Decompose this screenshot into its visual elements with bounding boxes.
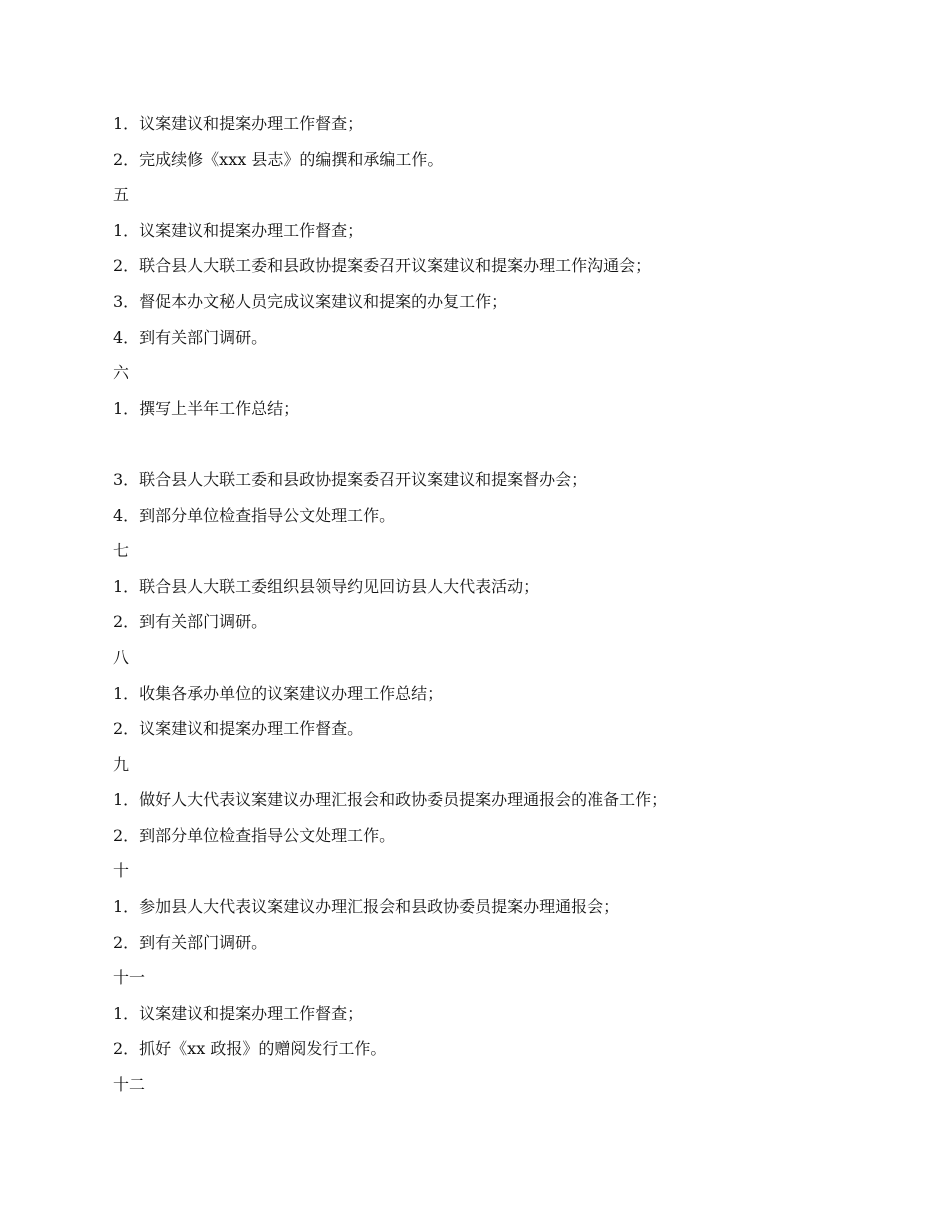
text-line: 2．到部分单位检查指导公文处理工作。 <box>113 825 396 845</box>
text-line: 3．联合县人大联工委和县政协提案委召开议案建议和提案督办会； <box>113 469 588 489</box>
text-line: 1．议案建议和提案办理工作督查； <box>113 114 364 133</box>
section-heading: 九 <box>113 754 130 774</box>
text-line: 1．议案建议和提案办理工作督查； <box>113 1003 364 1023</box>
blank-line <box>113 426 893 462</box>
section-heading: 十 <box>113 861 130 881</box>
text-line: 2．抓好《xx 政报》的赠阅发行工作。 <box>113 1039 387 1059</box>
section-heading: 六 <box>113 363 130 383</box>
text-line: 1．做好人大代表议案建议办理汇报会和政协委员提案办理通报会的准备工作； <box>113 790 668 810</box>
text-line: 3．督促本办文秘人员完成议案建议和提案的办复工作； <box>113 291 508 311</box>
text-line: 1．联合县人大联工委组织县领导约见回访县人大代表活动； <box>113 576 540 596</box>
text-line: 2．议案建议和提案办理工作督查。 <box>113 719 364 739</box>
section-heading: 五 <box>113 185 130 205</box>
text-line: 4．到有关部门调研。 <box>113 327 268 347</box>
text-line: 4．到部分单位检查指导公文处理工作。 <box>113 505 396 525</box>
text-line: 2．到有关部门调研。 <box>113 932 268 952</box>
document-body <box>113 106 893 1103</box>
text-line: 1．撰写上半年工作总结； <box>113 398 300 418</box>
section-heading: 七 <box>113 541 130 561</box>
section-heading: 八 <box>113 647 130 667</box>
text-line: 1．参加县人大代表议案建议办理汇报会和县政协委员提案办理通报会； <box>113 897 620 917</box>
text-line: 2．完成续修《xxx 县志》的编撰和承编工作。 <box>113 149 444 169</box>
text-line: 1．收集各承办单位的议案建议办理工作总结； <box>113 683 444 703</box>
text-line: 2．联合县人大联工委和县政协提案委召开议案建议和提案办理工作沟通会； <box>113 256 652 276</box>
section-heading: 十二 <box>113 1075 146 1095</box>
text-line: 2．到有关部门调研。 <box>113 612 268 632</box>
section-heading: 十一 <box>113 968 146 988</box>
text-line: 1．议案建议和提案办理工作督查； <box>113 220 364 240</box>
